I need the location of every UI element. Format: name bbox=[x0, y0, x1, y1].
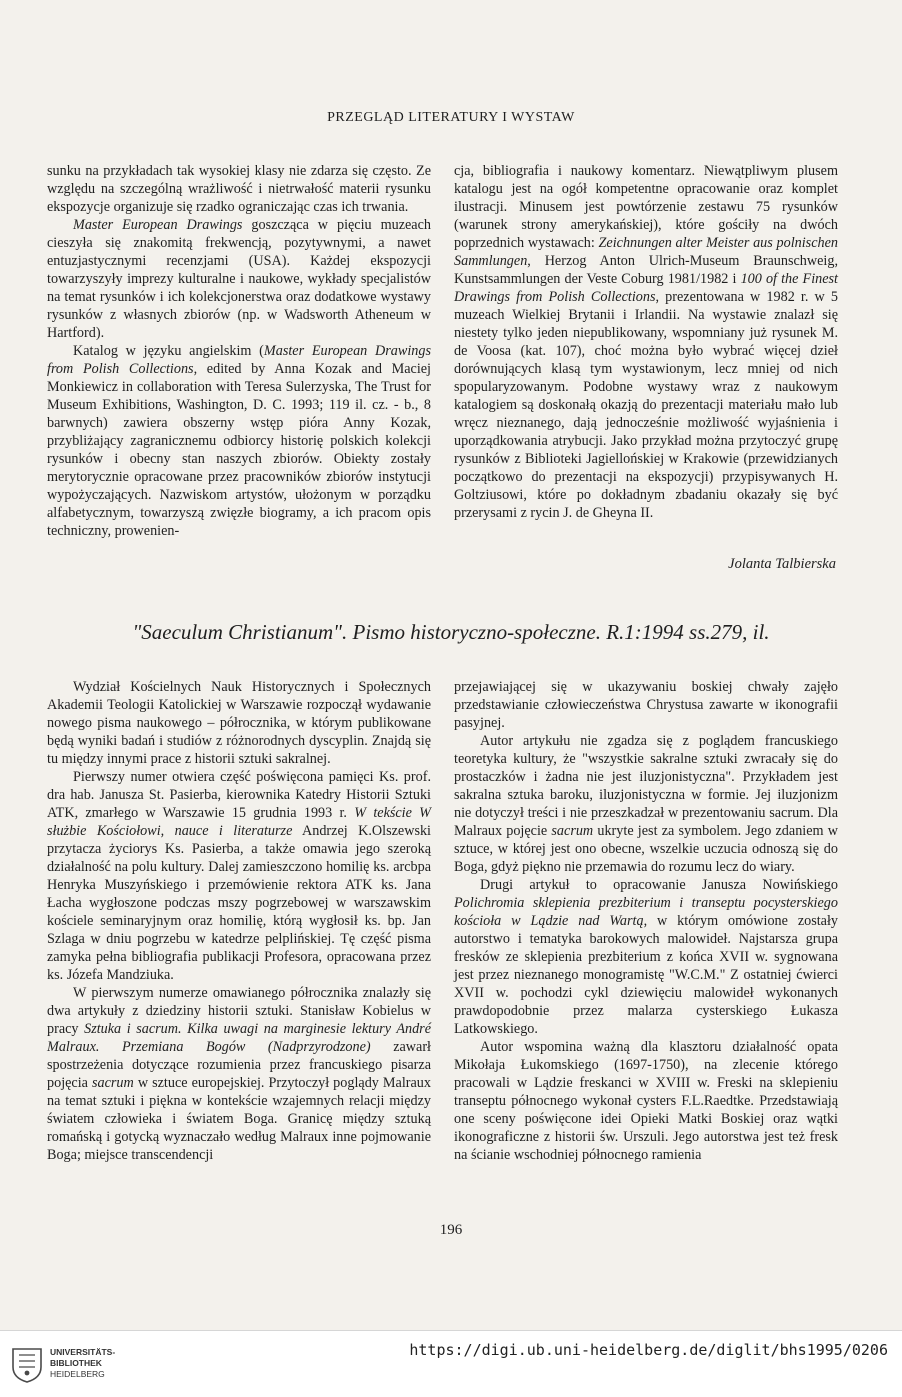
review1-left-column bbox=[47, 162, 431, 540]
text-run: Wydział Kościelnych Nauk Historycznych i Społecznych Akademii Teologii Katolickiej w Warszawie rozpoczął wydawanie nowego pisma naukowego – półrocznika, w którym publikowane będą wyniki badań i studiów z różnorodnych dyscyplin. Znajdą się tu między innymi prace z historii sztuki sakralnej. bbox=[47, 679, 431, 767]
source-url-link[interactable]: https://digi.ub.uni-heidelberg.de/diglit/bhs1995/0206 bbox=[409, 1341, 888, 1359]
logo-line: BIBLIOTHEK bbox=[50, 1358, 102, 1368]
paragraph bbox=[47, 342, 431, 540]
section-title: "Saeculum Christianum". Pismo historyczno-społeczne. R.1:1994 ss.279, il. bbox=[132, 620, 770, 644]
running-head: PRZEGLĄD LITERATURY I WYSTAW bbox=[327, 110, 575, 125]
text-run: , edited by Anna Kozak and Maciej Monkiewicz in collaboration with Teresa Sulerzyska, The Trust for Museum Exhibitions, Washington, D. C. 1993; 119 il. cz. - b., 8 barwnych) zawiera obszerny wstęp pióra Anny Kozak, przybliżający zagranicznemu odbiorcy historię polskich kolekcji rysunków i obecny stan naszych zbiorów. Obiekty zostały merytorycznie opracowane przez pracowników zbiorów instytucji wypożyczających. Nazwiskom artystów, ułożonym w porządku alfabetycznym, towarzyszą zwięzłe biogramy, a ich pracom opis techniczny, prowenien- bbox=[47, 361, 431, 539]
text-run: Andrzej K.Olszewski przytacza życiorys Ks. Pasierba, a także omawia jego szeroką działalność na polu kultury. Dalej zamieszczono homilię ks. arcbpa Henryka Muszyńskiego i przemówienie rektora ATK ks. Jana Łacha wygłoszone podczas mszy pogrzebowej w warszawskim kościele seminaryjnym oraz homilię, którą wygłosił ks. bp. Jan Szlaga w dniu pogrzebu w katedrze pelplińskiej. Tę część pisma zamyka pełna bibliografia publikacji Profesora, opracowana przez ks. Józefa Mandziuka. bbox=[47, 823, 431, 983]
review-author-signature: Jolanta Talbierska bbox=[728, 556, 836, 572]
page-number: 196 bbox=[439, 1222, 463, 1238]
text-run: przejawiającej się w ukazywaniu boskiej chwały zajęło przedstawianie człowieczeństwa Chrystusa zawarte w ikonografii pasyjnej. bbox=[454, 679, 838, 731]
italic-text: Polichromia sklepienia prezbiterium i transeptu pocysterskiego kościoła w Lądzie nad Wartą bbox=[454, 895, 838, 929]
text-run: , prezentowana w 1982 r. w 5 muzeach Wielkiej Brytanii i Irlandii. Na wystawie znalazł się niestety tylko jeden niepublikowany, wspomniany już rysunek M. de Voosa (kat. 107), choć można było wybrać więcej dzieł dorównujących klasą tym wystawionym, lecz mniej od nich spopularyzowanym. Podobne wystawy wraz z naukowym katalogiem są doskonałą okazją do prezentacji materiału mało lub wręcz nieznanego, dają jednocześnie możliwość wyjaśnienia i uporządkowania atrybucji. Jako przykład można przytoczyć grupę rysunków z Biblioteki Jagiellońskiej w Krakowie (przewidzianych początkowo do prezentacji na ekspozycji) przypisywanych H. Goltziusowi, które po dokładnym zbadaniu okazały się być przerysami z rycin J. de Gheyna II. bbox=[454, 289, 838, 521]
text-run: goszcząca w pięciu muzeach cieszyła się znakomitą frekwencją, pozytywnymi, a nawet entuzjastycznymi recenzjami (USA). Każdej ekspozycji towarzyszyły imprezy kulturalne i naukowe, wykłady specjalistów na temat rysunków i ich kolekcjonerstwa oraz dodatkowe wystawy rysunków z własnych zbiorów (np. w Wadsworth Atheneum w Hartford). bbox=[47, 217, 431, 341]
text-run: Drugi artykuł to opracowanie Janusza Nowińskiego bbox=[480, 877, 838, 893]
italic-text: sacrum bbox=[92, 1075, 134, 1091]
text-run: ukryte jest za symbolem. Jego zdaniem w sztuce, w której jest ono obecne, wszelkie uczucia odnoszą się do Boga, gdyż piękno nie przemawia do rozumu lecz do wiary. bbox=[454, 823, 838, 875]
paragraph bbox=[47, 216, 431, 342]
text-run: , Herzog Anton Ulrich-Museum Braunschweig, Kunstsammlungen der Veste Coburg 1981/1982 i bbox=[454, 253, 838, 287]
text-run: W pierwszym numerze omawianego półrocznika znalazły się dwa artykuły z dziedziny historii sztuki. Stanisław Kobielus w pracy bbox=[47, 985, 431, 1037]
paragraph bbox=[454, 1038, 838, 1164]
text-run: Katalog w języku angielskim ( bbox=[73, 343, 264, 359]
logo-line: HEIDELBERG bbox=[50, 1369, 105, 1379]
italic-text: Master European Drawings bbox=[73, 217, 243, 233]
paragraph bbox=[47, 162, 431, 216]
library-logo-text bbox=[50, 1347, 115, 1380]
italic-text: Zeichnungen alter Meister aus polnischen Sammlungen bbox=[454, 235, 838, 269]
text-run: sunku na przykładach tak wysokiej klasy nie zdarza się często. Ze względu na szczególną wrażliwość i nietrwałość materii rysunku ekspozycje organizuje się rzadko ograniczając czas ich trwania. bbox=[47, 163, 431, 215]
paragraph bbox=[47, 678, 431, 768]
text-run: w sztuce europejskiej. Przytoczył poglądy Malraux na temat sztuki i piękna w kontekście wzajemnych relacji między światem człowieka i światem Boga. Granicę między sztuką romańską i gotycką wyznaczało według Malraux inne pojmowanie Boga; miejsce transcendencji bbox=[47, 1075, 431, 1163]
library-logo[interactable] bbox=[10, 1341, 140, 1387]
logo-line: UNIVERSITÄTS- bbox=[50, 1347, 116, 1357]
review2-right-column bbox=[454, 678, 838, 1164]
text-run: , w którym omówione zostały autorstwo i tematyka barokowych malowideł. Najstarsza grupa fresków ze sklepienia prezbiterium z końca XVII w. sygnowana jest przez nieznanego monogramistę "W.C.M." Z ostatniej ćwierci XVII w. pochodzi cykl dziewięciu malowideł wykonanych prawdopodobnie przez malarza cysterskiego Łukasza Latkowskiego. bbox=[454, 913, 839, 1037]
paragraph bbox=[454, 876, 838, 1038]
italic-text: sacrum bbox=[551, 823, 594, 839]
paragraph bbox=[47, 768, 431, 984]
text-run: Autor artykułu nie zgadza się z poglądem francuskiego teoretyka kultury, że "wszystkie sakralne sztuki zwracały się do prostaczków i żadna nie jest iluzjonistyczna". Przykładem jest sakralna sztuka baroku, iluzjonistyczna w formie. Jej iluzjonizm nie dotyczył treści i nie przeszkadzał w prezentowaniu sacrum. Dla Malraux pojęcie bbox=[454, 733, 838, 839]
italic-text: 100 of the Finest Drawings from Polish Collections bbox=[454, 271, 838, 305]
text-run: zawarł spostrzeżenia dotyczące rozumienia przez francuskiego pisarza pojęcia bbox=[47, 1039, 432, 1091]
library-seal-icon bbox=[10, 1345, 44, 1383]
review2-left-column bbox=[47, 678, 431, 1164]
italic-text: W tekście W służbie Kościołowi, nauce i literaturze bbox=[47, 805, 431, 839]
italic-text: Master European Drawings from Polish Collections bbox=[47, 343, 431, 377]
text-run: cja, bibliografia i naukowy komentarz. Niewątpliwym plusem katalogu jest na ogół kompetentne opracowanie oraz komplet ilustracji. Minusem jest powtórzenie zestawu 75 rysunków (warunek strony amerykańskiej), które gościły na dwóch poprzednich wystawach: bbox=[454, 163, 838, 251]
italic-text: Sztuka i sacrum. Kilka uwagi na marginesie lektury André Malraux. Przemiana Bogów (Nadprzyrodzone) bbox=[47, 1021, 431, 1055]
paragraph bbox=[454, 678, 838, 732]
footer-bar bbox=[0, 1330, 902, 1397]
paragraph bbox=[454, 162, 838, 522]
text-run: Pierwszy numer otwiera część poświęcona pamięci Ks. prof. dra hab. Janusza St. Pasierba, kierownika Katedry Historii Sztuki ATK, zmarłego w Warszawie 15 grudnia 1993 r. bbox=[47, 769, 431, 821]
paragraph bbox=[47, 984, 431, 1164]
paragraph bbox=[454, 732, 838, 876]
review1-right-column bbox=[454, 162, 838, 522]
text-run: Autor wspomina ważną dla klasztoru działalność opata Mikołaja Łukomskiego (1697-1750), na zlecenie którego pracowali w Lądzie freskanci w XVIII w. Freski na sklepieniu transeptu północnego wykonał cysters F.L.Raedtke. Przedstawiają one sceny poświęcone idei Opieki Matki Boskiej oraz wątki ikonograficzne z historii św. Urszuli. Jego autorstwa jest też fresk na ścianie wschodniej północnego ramienia bbox=[454, 1039, 838, 1163]
